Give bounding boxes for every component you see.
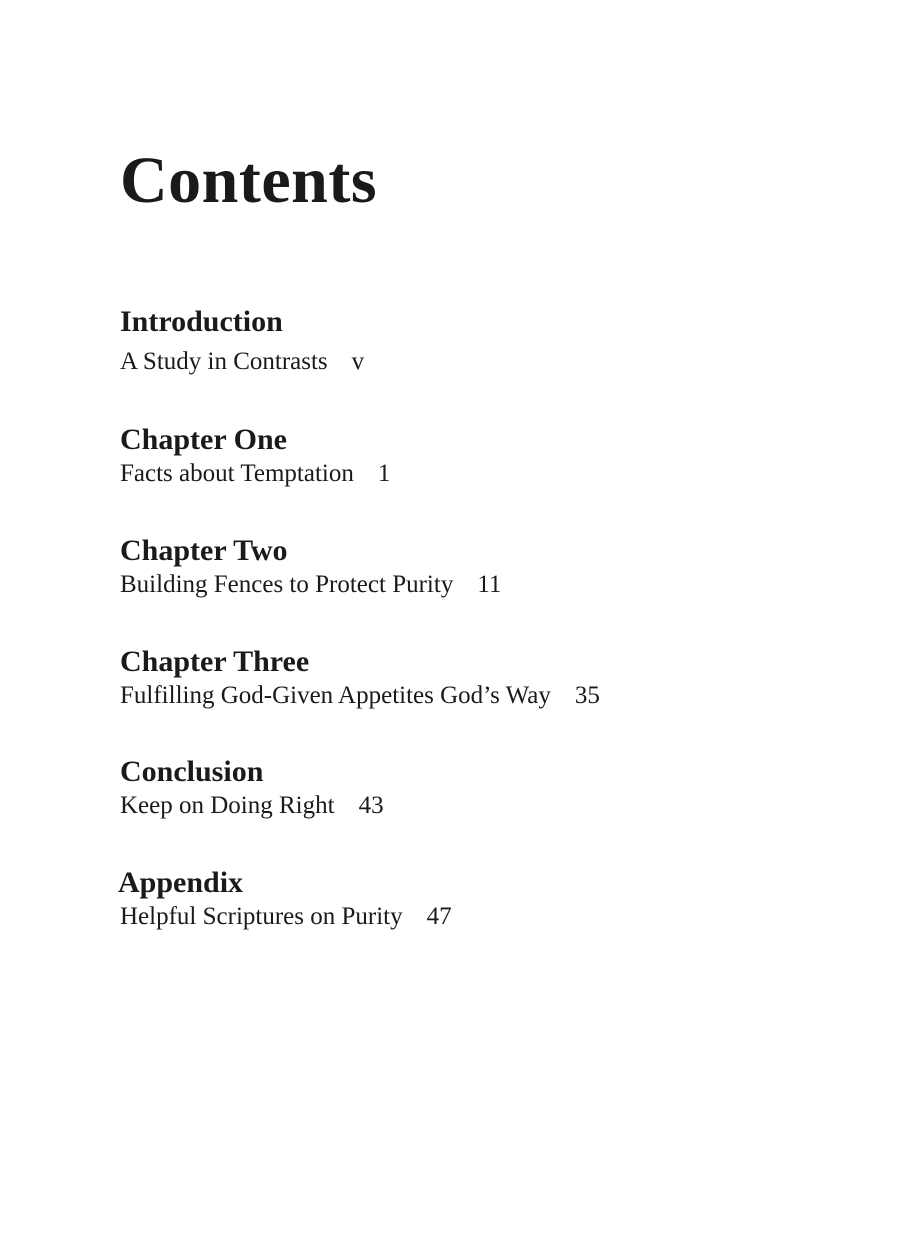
toc-subtitle: Facts about Temptation — [120, 460, 354, 487]
toc-entry-chapter-two[interactable] — [120, 534, 840, 600]
toc-heading: Introduction — [120, 305, 283, 338]
toc-subtitle: Helpful Scriptures on Purity — [120, 903, 403, 930]
toc-subtitle: Building Fences to Protect Purity — [120, 571, 454, 598]
toc-line — [120, 681, 840, 711]
toc-subtitle: Fulfilling God-Given Appetites God’s Way — [120, 682, 551, 709]
toc-subtitle: Keep on Doing Right — [120, 792, 335, 819]
toc-page-number: 35 — [574, 682, 600, 709]
toc-page-number: 43 — [358, 792, 384, 819]
toc-line — [120, 459, 840, 489]
toc-subtitle: A Study in Contrasts — [120, 348, 328, 375]
toc-heading: Chapter Three — [120, 645, 310, 678]
toc-entry-conclusion[interactable] — [120, 755, 840, 821]
toc-entry-introduction[interactable] — [120, 305, 840, 377]
toc-entry-appendix[interactable] — [118, 866, 838, 932]
toc-heading: Chapter One — [120, 423, 287, 456]
toc-line — [120, 347, 840, 377]
toc-entry-chapter-three[interactable] — [120, 645, 840, 711]
page-title: Contents — [120, 144, 378, 217]
toc-page-number: 1 — [377, 460, 391, 487]
toc-entry-chapter-one[interactable] — [120, 423, 840, 489]
toc-page-number: 47 — [426, 903, 452, 930]
toc-line — [120, 570, 840, 600]
toc-heading: Conclusion — [120, 755, 264, 788]
toc-page-number: 11 — [477, 571, 502, 598]
toc-line — [118, 902, 838, 932]
toc-heading: Chapter Two — [120, 534, 288, 567]
toc-heading: Appendix — [118, 866, 244, 899]
toc-line — [120, 791, 840, 821]
toc-page-number: v — [351, 348, 365, 375]
